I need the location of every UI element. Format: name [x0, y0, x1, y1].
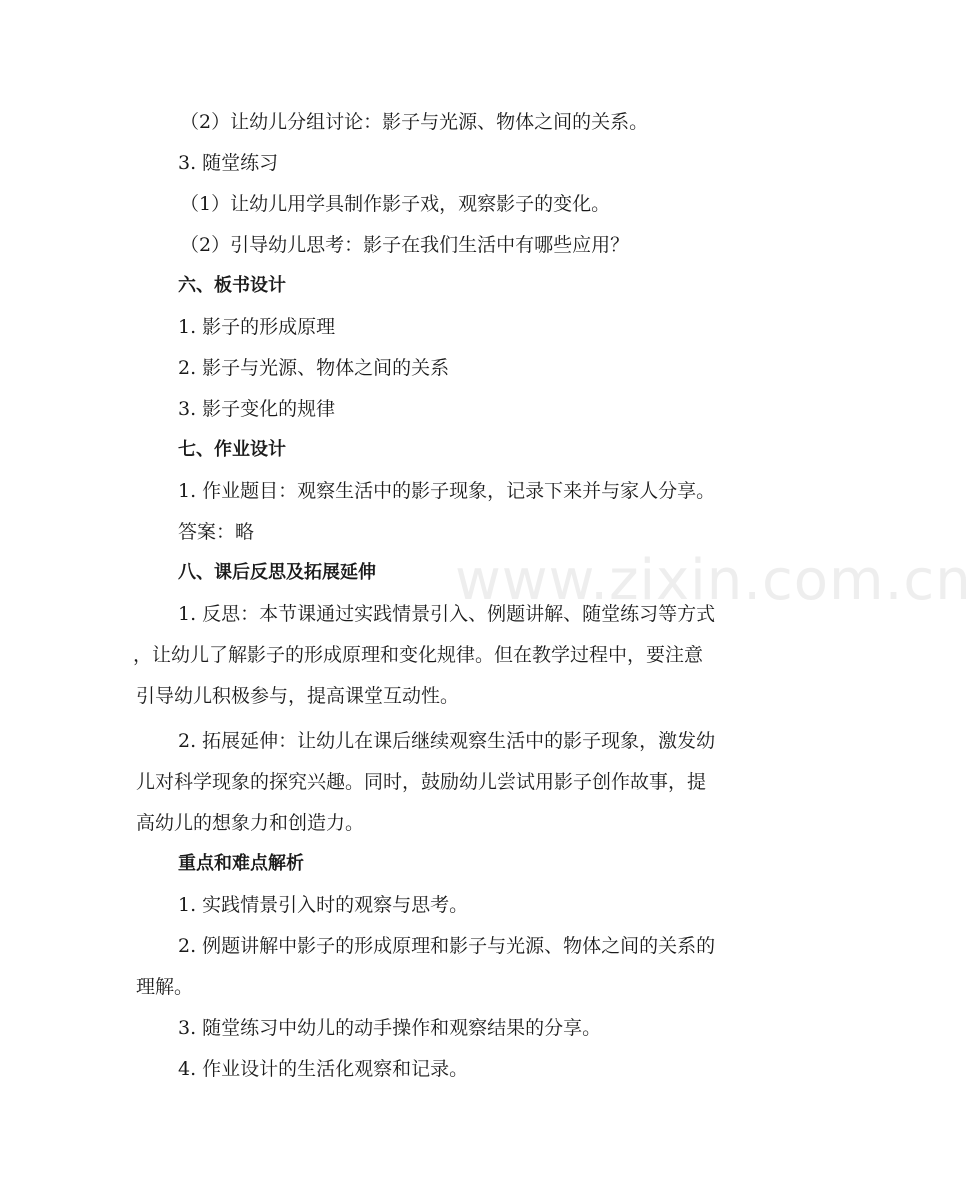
watermark: www.zixin.com.cn [455, 548, 972, 613]
list-item: 1. 影子的形成原理 [178, 316, 336, 338]
paragraph-line: ，让幼儿了解影子的形成原理和变化规律。但在教学过程中，要注意 [133, 644, 704, 666]
section-heading: 六、板书设计 [178, 275, 286, 296]
section-heading: 八、课后反思及拓展延伸 [178, 562, 376, 583]
paragraph-line: 2. 拓展延伸：让幼儿在课后继续观察生活中的影子现象，激发幼 [178, 730, 716, 752]
text-line: （2）让幼儿分组讨论：影子与光源、物体之间的关系。 [180, 111, 649, 133]
text-line: 答案：略 [178, 521, 255, 543]
list-item: 1. 实践情景引入时的观察与思考。 [178, 894, 469, 916]
paragraph-line: 1. 反思：本节课通过实践情景引入、例题讲解、随堂练习等方式 [178, 603, 716, 625]
list-item: 2. 例题讲解中影子的形成原理和影子与光源、物体之间的关系的 [178, 935, 716, 957]
paragraph-line: 引导幼儿积极参与，提高课堂互动性。 [136, 685, 460, 707]
text-line: （2）引导幼儿思考：影子在我们生活中有哪些应用？ [180, 234, 630, 256]
list-item: 4. 作业设计的生活化观察和记录。 [178, 1058, 469, 1080]
section-heading: 七、作业设计 [178, 439, 286, 460]
list-item: 1. 作业题目：观察生活中的影子现象，记录下来并与家人分享。 [178, 480, 716, 502]
paragraph-line: 理解。 [136, 976, 194, 998]
section-heading: 重点和难点解析 [178, 853, 304, 874]
list-item: 3. 影子变化的规律 [178, 398, 336, 420]
paragraph-line: 儿对科学现象的探究兴趣。同时，鼓励幼儿尝试用影子创作故事，提 [136, 771, 707, 793]
list-item: 3. 随堂练习中幼儿的动手操作和观察结果的分享。 [178, 1017, 602, 1039]
text-line: （1）让幼儿用学具制作影子戏，观察影子的变化。 [180, 193, 611, 215]
paragraph-line: 高幼儿的想象力和创造力。 [136, 812, 365, 834]
list-item: 3. 随堂练习 [178, 152, 279, 174]
list-item: 2. 影子与光源、物体之间的关系 [178, 357, 450, 379]
